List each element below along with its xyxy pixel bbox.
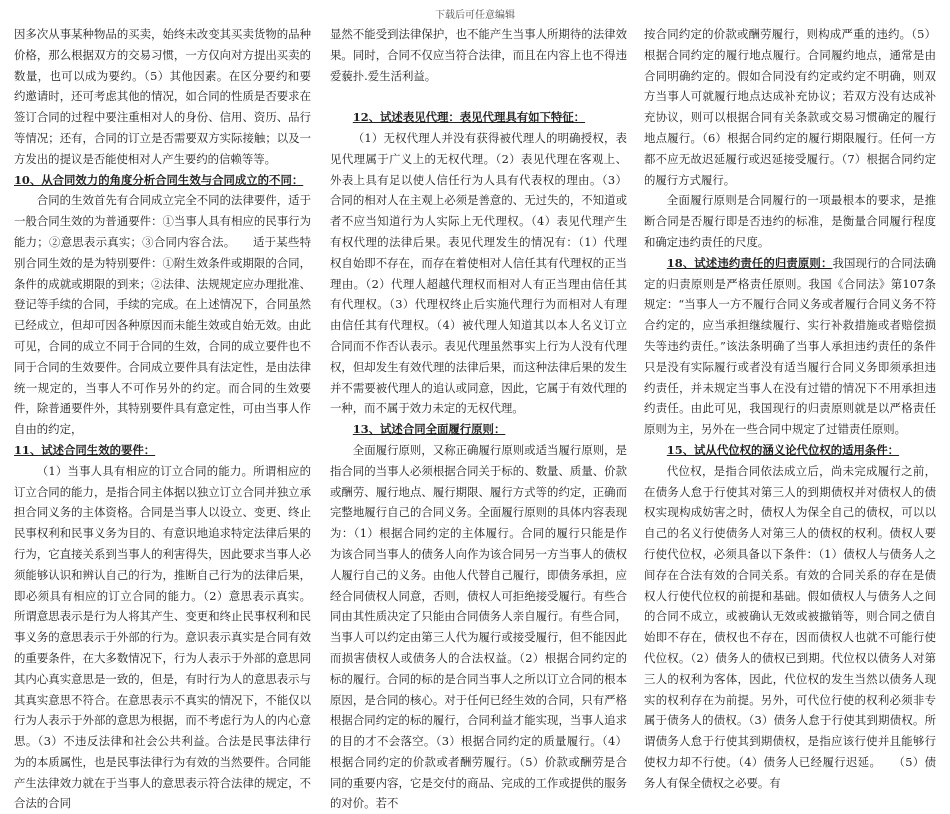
text-column-left (14, 24, 311, 811)
paragraph: 因多次从事某种物品的买卖，始终未改变其买卖货物的品种价格，那么根据双方的交易习惯，一方仅向对方提出买卖的数量，也可以成为要约。（5）其他因素。在区分要约和要约邀请时，还可考虑其他的情况，如合同的性质是否要求在签订合同的过程中要注重相对人的身份、信用、资历、品行等情况；还有，合同的订立是否需要双方实际接触；以及一方发出的提议是否能使相对人产生要约的信赖等等。 (14, 27, 311, 166)
section-heading-15: 15、试从代位权的涵义论代位权的适用条件： (666, 442, 900, 457)
section-heading-11: 11、试述合同生效的要件： (14, 442, 156, 457)
section-heading-12: 12、试述表见代理：表见代理具有如下特征： (352, 110, 586, 125)
text-column-middle (330, 24, 627, 811)
section-heading-18: 18、试述违约责任的归责原则： (666, 255, 833, 270)
paragraph: 我国现行的合同法确定的归责原则是严格责任原则。我国《合同法》第107条规定：“当事人一方不履行合同义务或者履行合同义务不符合约定的，应当承担继续履行、实行补救措施或者赔偿损失等违约责任。”该法条明确了当事人承担违约责任的条件只是没有实际履行或者没有适当履行合同义务即须承担违约责任，并未规定当事人在没有过错的情况下不用承担违约责任。由此可见，我国现行的归责原则就是以严格责任原则为主，另外在一些合同中规定了过错责任原则。 (644, 255, 936, 437)
paragraph: （1）无权代理人并没有获得被代理人的明确授权，表见代理属于广义上的无权代理。（2）表见代理在客观上、外表上具有足以使人信任行为人具有代表权的理由。（3）合同的相对人在主观上必须是善意的、无过失的，不知道或者不应当知道行为人实际上无代理权。（4）表见代理产生有权代理的法律后果。表见代理发生的情况有：（1）代理权自始即不存在，而存在着使相对人信任其有代理权的正当理由。（2）代理人超越代理权而相对人有正当理由信任其有代理权。（3）代理权终止后实施代理行为而相对人有理由信任其有代理权。（4）被代理人知道其以本人名义订立合同而不作否认表示。表见代理虽然事实上行为人没有代理权，但却发生有效代理的法律后果，而这种法律后果的发生并不需要被代理人的追认或同意，因此，它属于有效代理的一种，而不属于效力未定的无权代理。 (330, 130, 627, 416)
paragraph: 代位权，是指合同依法成立后，尚未完成履行之前，在债务人怠于行使其对第三人的到期债权并对债权人的债权实现构成妨害之时，债权人为保全自己的债权，可以以自己的名义行使债务人对第三人的债权的权利。债权人要行使代位权，必须具备以下条件：（1）债权人与债务人之间存在合法有效的合同关系。有效的合同关系的存在是债权人行使代位权的前提和基础。假如债权人与债务人之间的合同不成立，或被确认无效或被撤销等，则合同之债自始即不存在，债权也不存在，因而债权人也就不可能行使代位权。（2）债务人的债权已到期。代位权以债务人对第三人的权利为客体，因此，代位权的发生当然以债务人现实的权利存在为前提。另外，可代位行使的权利必须非专属于债务人的债权。（3）债务人怠于行使其到期债权。所谓债务人怠于行使其到期债权，是指应该行使并且能够行使权力却不行使。（4）债务人已经履行迟延。 （5）债务人有保全债权之必要。有 (644, 463, 936, 790)
paragraph: 按合同约定的价款或酬劳履行，则构成严重的违约。（5）根据合同约定的履行地点履行。合同履约地点，通常是由合同明确约定的。假如合同没有约定或约定不明确，则双方当事人可就履行地点达成补充协议；若双方没有达成补充协议，则可以根据合同有关条款或交易习惯确定的履行地点履行。（6）根据合同约定的履行期限履行。任何一方都不应无故迟延履行或迟延接受履行。（7）根据合同约定的履行方式履行。 (644, 27, 936, 187)
section-heading-10: 10、从合同效力的角度分析合同生效与合同成立的不同： (14, 172, 304, 187)
paragraph: （1）当事人具有相应的订立合同的能力。所谓相应的订立合同的能力，是指合同主体据以独立订立合同并独立承担合同义务的主体资格。合同是当事人以设立、变更、终止民事权利和民事义务为目的、有意识地追求特定法律后果的行为，它直接关系到当事人的利害得失，因此要求当事人必须能够认识和辨认自己的行为，推断自己行为的法律后果，即必须具有相应的订立合同的能力。（2）意思表示真实。所谓意思表示是行为人将其产生、变更和终止民事权利和民事义务的意思表示于外部的行为。意识表示真实是合同有效的重要条件，在大多数情况下，行为人表示于外部的意思同其内心真实意思是一致的，但是，有时行为人的意思表示与其真实意思不符合。在意思表示不真实的情况下，不能仅以行为人表示于外部的意思为根据，而不考虑行为人的内心意思。（3）不违反法律和社会公共利益。合法是民事法律行为的本质属性，也是民事法律行为有效的当然要件。合同能产生法律效力就在于当事人的意思表示符合法律的规定，不合法的合同 (14, 463, 311, 811)
paragraph: 全面履行原则，又称正确履行原则或适当履行原则，是指合同的当事人必须根据合同关于标的、数量、质量、价款或酬劳、履行地点、履行期限、履行方式等的约定，正确而完整地履行自己的合同义务。全面履行原则的具体内容表现为：（1）根据合同约定的主体履行。合同的履行只能是作为该合同当事人的债务人向作为该合同另一方当事人的债权人履行自己的义务。由他人代替自己履行，即债务承担，应经合同债权人同意，否则，债权人可拒绝接受履行。有些合同由其性质决定了只能由合同债务人亲自履行。有些合同，当事人可以约定由第三人代为履行或接受履行，但不能因此而损害债权人或债务人的合法权益。（2）根据合同约定的标的履行。合同的标的是合同当事人之所以订立合同的根本原因，是合同的核心。对于任何已经生效的合同，只有严格根据合同约定的标的履行，合同利益才能实现，当事人追求的目的才不会落空。（3）根据合同约定的质量履行。（4）根据合同约定的价款或者酬劳履行。（5）价款或酬劳是合同的重要内容，它是交付的商品、完成的工作或提供的服务的对价。若不 (330, 442, 627, 811)
paragraph: 显然不能受到法律保护，也不能产生当事人所期待的法律效果。同时，合同不仅应当符合法律，而且在内容上也不得违爱藐扑.爱生活利益。 (330, 27, 627, 83)
page-header: 下载后可任意编辑 (435, 10, 515, 21)
text-column-right (644, 24, 936, 790)
paragraph: 合同的生效首先有合同成立完全不同的法律要件，适于一般合同生效的为普通要件：①当事人具有相应的民事行为能力；②意思表示真实；③合同内容合法。 适于某些特别合同生效的是为特别要件：①附生效条件或期限的合同，条件的成就或期限的到来；②法律、法规规定应办理批准、登记等手续的合同，手续的完成。在上述情况下，合同虽然已经成立，但却可因各种原因而未能生效或自始无效。由此可见，合同的成立不同于合同的生效，合同的成立要件也不同于合同的生效要件。合同成立要件具有法定性，是由法律统一规定的，当事人不可作另外的约定。而合同的生效要件，除普通要件外，其特别要件具有意定性，可由当事人作自由的约定， (14, 193, 311, 437)
paragraph: 全面履行原则是合同履行的一项最根本的要求，是推断合同是否履行即是否违约的标准，是衡量合同履行程度和确定违约责任的尺度。 (644, 193, 936, 249)
section-heading-13: 13、试述合同全面履行原则： (352, 422, 506, 437)
